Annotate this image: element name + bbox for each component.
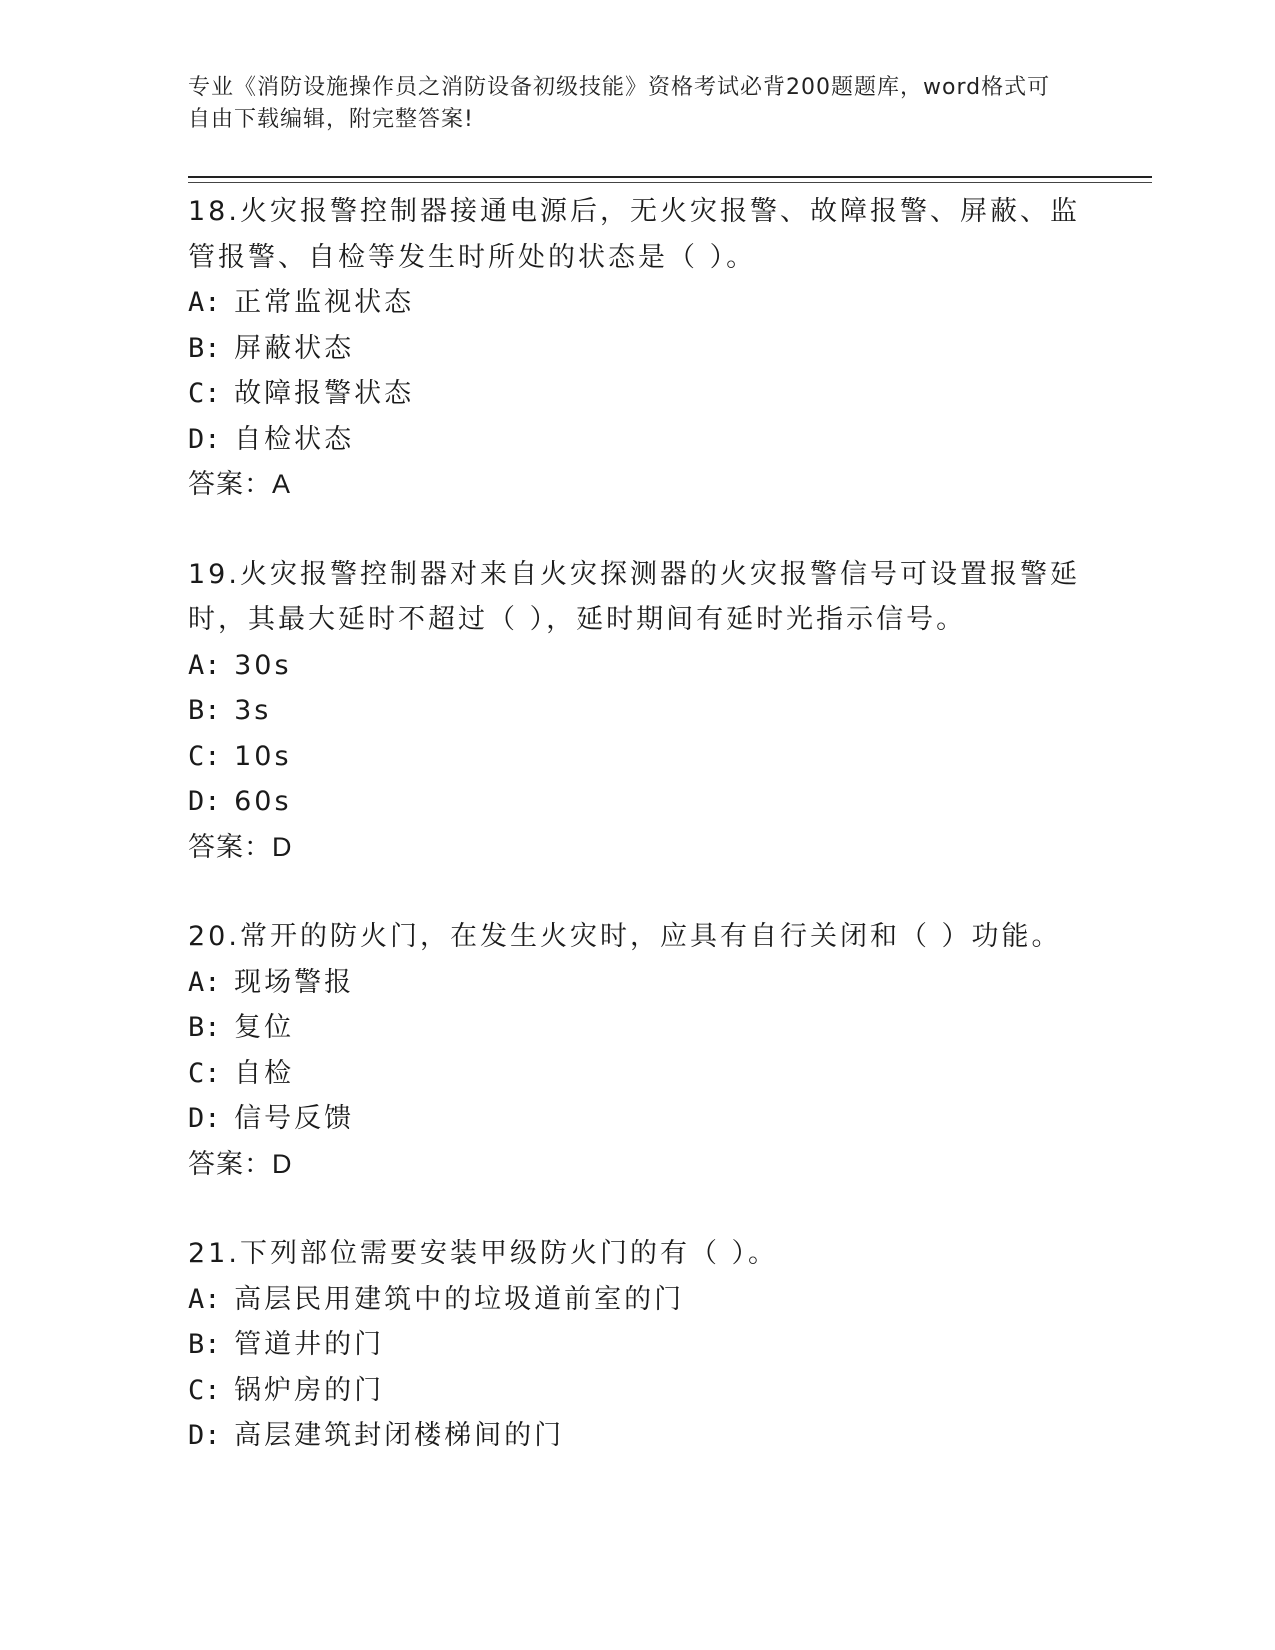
- option-text: 复位: [234, 1012, 295, 1043]
- option-text: 30s: [234, 649, 292, 681]
- option-text: 自检: [234, 1057, 295, 1089]
- option-text: 信号反馈: [234, 1103, 355, 1134]
- option-c: [188, 1051, 1088, 1097]
- option-key: B:: [188, 695, 221, 726]
- option-d: [188, 1096, 1088, 1142]
- option-key: D:: [188, 786, 221, 817]
- option-d: [188, 779, 1088, 825]
- answer-line: [188, 825, 1088, 871]
- option-text: 60s: [234, 786, 292, 817]
- option-text: 屏蔽状态: [234, 332, 355, 364]
- option-a: [188, 643, 1088, 689]
- option-key: A:: [188, 1283, 221, 1315]
- option-key: D:: [188, 1103, 221, 1134]
- option-d: [188, 417, 1088, 463]
- option-text: 现场警报: [234, 966, 355, 998]
- option-a: [188, 960, 1088, 1006]
- option-text: 高层建筑封闭楼梯间的门: [234, 1420, 565, 1451]
- question-stem: 18.火灾报警控制器接通电源后，无火灾报警、故障报警、屏蔽、监管报警、自检等发生时所处的状态是（ ）。: [188, 196, 1080, 273]
- question-19: [188, 552, 1088, 871]
- option-key: B:: [188, 332, 221, 364]
- option-text: 管道井的门: [234, 1329, 385, 1360]
- option-b: [188, 1322, 1088, 1368]
- option-key: A:: [188, 966, 221, 998]
- option-text: 10s: [234, 740, 292, 772]
- option-text: 3s: [234, 695, 272, 726]
- question-list: [188, 189, 1088, 1503]
- document-header: 专业《消防设施操作员之消防设备初级技能》资格考试必背200题题库，word格式可自由下载编辑，附完整答案!: [188, 75, 1051, 132]
- option-key: B:: [188, 1012, 221, 1043]
- answer-line: [188, 1142, 1088, 1188]
- option-key: D:: [188, 1420, 221, 1451]
- answer-line: [188, 462, 1088, 508]
- option-b: [188, 326, 1088, 372]
- answer-value: D: [272, 831, 293, 862]
- option-c: [188, 371, 1088, 417]
- question-stem: 21.下列部位需要安装甲级防火门的有（ ）。: [188, 1238, 779, 1269]
- option-key: C:: [188, 378, 221, 409]
- answer-label: 答案：: [188, 831, 272, 863]
- header-divider-thin: [188, 182, 1152, 183]
- option-key: A:: [188, 287, 221, 318]
- option-key: C:: [188, 1057, 221, 1089]
- option-c: [188, 1368, 1088, 1414]
- option-text: 锅炉房的门: [234, 1374, 385, 1406]
- question-20: [188, 914, 1088, 1187]
- answer-value: A: [272, 469, 292, 499]
- question-21: [188, 1231, 1088, 1459]
- question-stem: 19.火灾报警控制器对来自火灾探测器的火灾报警信号可设置报警延时，其最大延时不超过（ ），延时期间有延时光指示信号。: [188, 558, 1080, 635]
- option-text: 高层民用建筑中的垃圾道前室的门: [234, 1283, 685, 1315]
- option-b: [188, 1005, 1088, 1051]
- option-text: 自检状态: [234, 423, 355, 455]
- option-key: D:: [188, 423, 221, 455]
- option-text: 正常监视状态: [234, 287, 415, 318]
- answer-label: 答案：: [188, 469, 272, 500]
- option-text: 故障报警状态: [234, 378, 415, 409]
- option-key: C:: [188, 1374, 221, 1406]
- header-divider-thick: [188, 176, 1152, 178]
- option-key: B:: [188, 1329, 221, 1360]
- option-b: [188, 688, 1088, 734]
- question-18: [188, 189, 1088, 508]
- answer-value: D: [272, 1148, 293, 1179]
- option-a: [188, 280, 1088, 326]
- option-key: C:: [188, 740, 221, 772]
- question-stem: 20.常开的防火门，在发生火灾时，应具有自行关闭和（ ）功能。: [188, 921, 1062, 952]
- option-d: [188, 1413, 1088, 1459]
- option-a: [188, 1277, 1088, 1323]
- option-key: A:: [188, 649, 221, 681]
- option-c: [188, 734, 1088, 780]
- answer-label: 答案：: [188, 1148, 272, 1180]
